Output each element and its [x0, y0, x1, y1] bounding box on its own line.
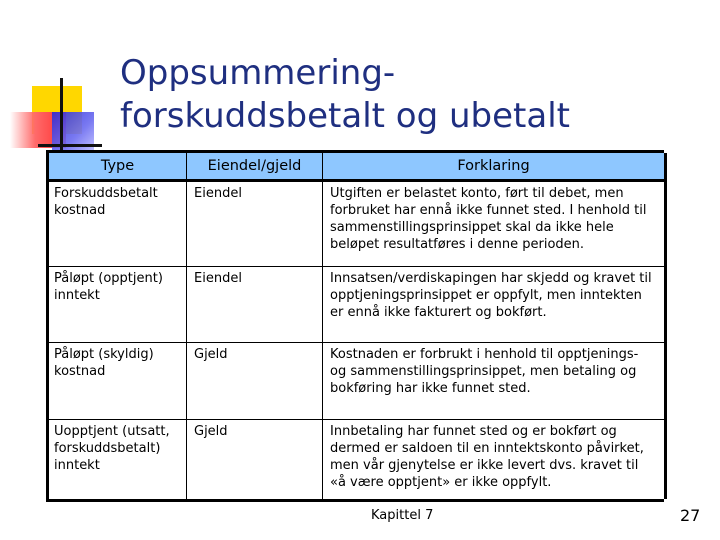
cell-explanation: Kostnaden er forbrukt i henhold til opptjenings- og sammenstillingsprinsippet, men betaling og bokføring har ikke funnet sted. [323, 342, 666, 419]
summary-table [46, 153, 667, 499]
cell-category: Gjeld [187, 420, 323, 499]
cell-explanation: Innsatsen/verdiskapingen har skjedd og kravet til opptjeningsprinsippet er oppfylt, men inntekten er ennå ikke fakturert og bokført. [323, 267, 666, 342]
table-row [48, 181, 666, 267]
cell-type: Uopptjent (utsatt, forskuddsbetalt) inntekt [48, 420, 187, 499]
cell-type: Påløpt (skyldig) kostnad [48, 342, 187, 419]
page-number: 27 [680, 506, 701, 525]
table-row [48, 342, 666, 419]
decor-vertical-line [60, 78, 63, 160]
slide-title-line1: Oppsummering- [120, 53, 396, 93]
column-header-explanation: Forklaring [323, 153, 666, 181]
cell-category: Gjeld [187, 342, 323, 419]
cell-explanation: Innbetaling har funnet sted og er bokført og dermed er saldoen til en inntektskonto påvirket, men vår gjenytelse er ikke levert dvs. kravet til «å være opptjent» er ikke oppfylt. [323, 420, 666, 499]
table-row [48, 267, 666, 342]
cell-type: Forskuddsbetalt kostnad [48, 181, 187, 267]
slide-title [120, 52, 570, 138]
summary-table-container [46, 150, 664, 502]
cell-category: Eiendel [187, 267, 323, 342]
column-header-category: Eiendel/gjeld [187, 153, 323, 181]
table-row [48, 420, 666, 499]
table-header-row [48, 153, 666, 181]
cell-explanation: Utgiften er belastet konto, ført til debet, men forbruket har ennå ikke funnet sted. I henhold til sammenstillingsprinsippet skal da ikke hele beløpet resultatføres i denne perioden. [323, 181, 666, 267]
decor-horizontal-line [38, 144, 102, 147]
cell-category: Eiendel [187, 181, 323, 267]
footer-chapter-label: Kapittel 7 [371, 508, 434, 523]
cell-type: Påløpt (opptjent) inntekt [48, 267, 187, 342]
column-header-type: Type [48, 153, 187, 181]
slide-title-line2: forskuddsbetalt og ubetalt [120, 96, 570, 136]
